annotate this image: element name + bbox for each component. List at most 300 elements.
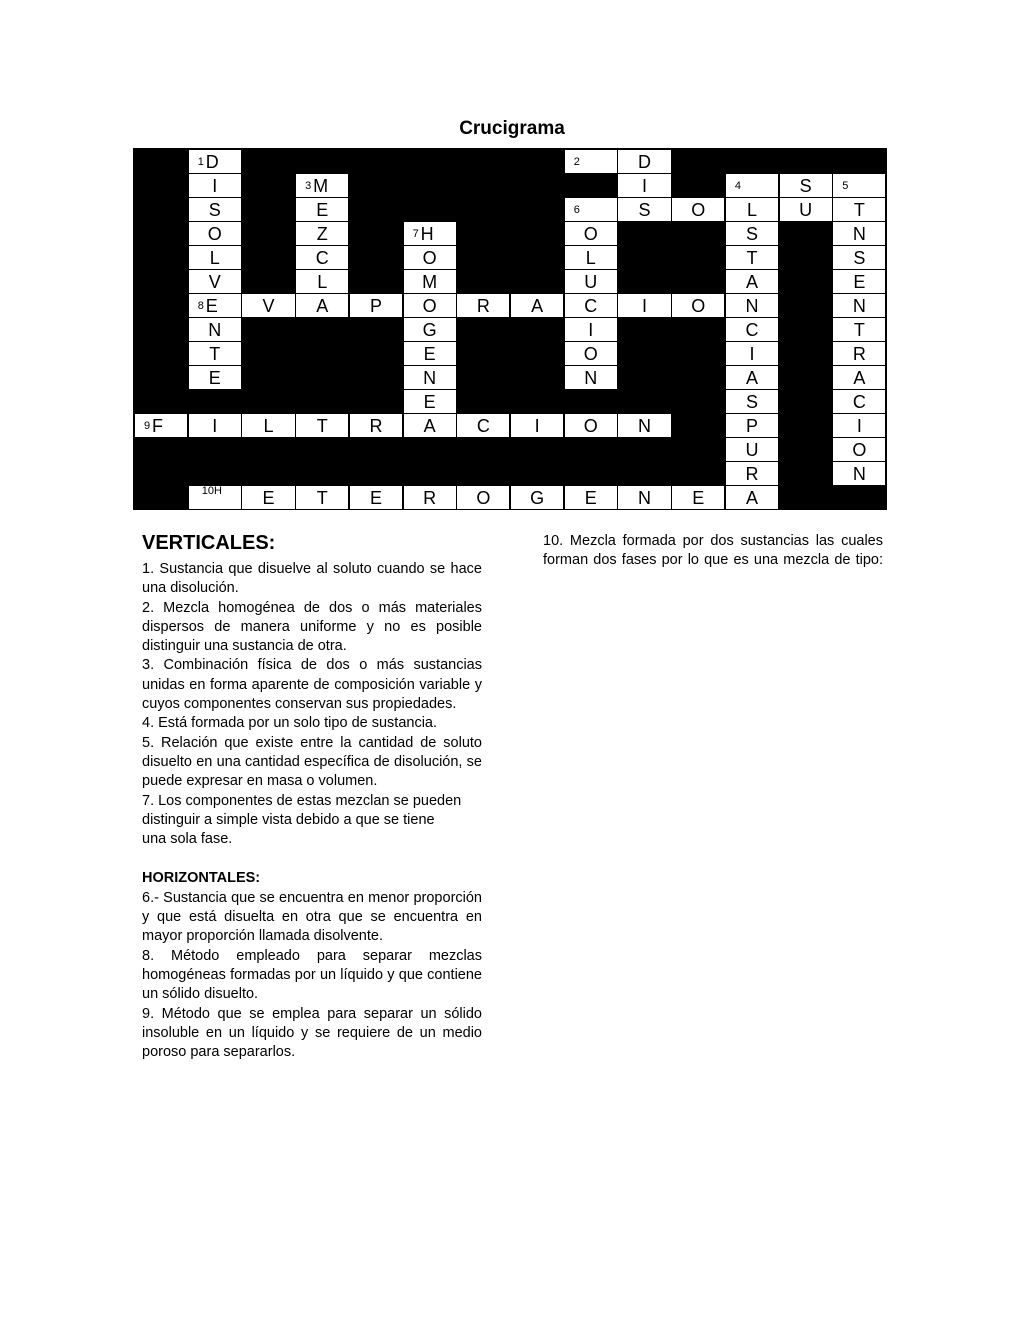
grid-cell	[564, 317, 618, 342]
grid-letter: E	[208, 368, 221, 388]
grid-cell	[241, 269, 295, 294]
grid-cell	[617, 389, 671, 414]
grid-letter: S	[745, 392, 758, 412]
grid-cell	[510, 293, 564, 318]
grid-letter: E	[205, 296, 218, 316]
grid-cell	[725, 149, 779, 174]
grid-cell	[295, 149, 349, 174]
grid-cell	[510, 197, 564, 222]
clue-vertical-7: 7. Los componentes de estas mezclan se pueden distinguir a simple vista debido a que se tiene	[142, 792, 462, 828]
grid-cell	[456, 293, 510, 318]
grid-cell	[349, 317, 403, 342]
grid-cell	[349, 461, 403, 486]
grid-letter: I	[749, 344, 755, 364]
clue-number: 9	[144, 420, 151, 432]
grid-cell	[671, 461, 725, 486]
grid-letter: E	[262, 488, 275, 508]
grid-letter: C	[852, 392, 866, 412]
grid-cell	[564, 485, 618, 510]
grid-letter: U	[745, 440, 759, 460]
clue-10: 10. Mezcla formada por dos sustancias las cuales forman dos fases por lo que es una mezcla de tipo:	[543, 533, 883, 569]
grid-cell	[725, 221, 779, 246]
grid-cell	[779, 437, 833, 462]
grid-cell	[779, 485, 833, 510]
grid-letter: E	[584, 488, 597, 508]
grid-cell	[832, 389, 886, 414]
grid-letter: T	[209, 344, 221, 364]
grid-cell	[510, 485, 564, 510]
grid-cell	[349, 173, 403, 198]
grid-cell	[188, 341, 242, 366]
grid-cell	[349, 365, 403, 390]
grid-cell	[617, 413, 671, 438]
clue-vertical-2: 2. Mezcla homogénea de dos o más materiales dispersos de manera uniforme y no es posible distinguir una sustancia de otra.	[142, 599, 482, 655]
clue-number: 8	[197, 300, 204, 312]
grid-letter: N	[852, 296, 866, 316]
grid-cell	[671, 197, 725, 222]
grid-cell	[295, 341, 349, 366]
grid-letter: P	[745, 416, 758, 436]
grid-letter: N	[745, 296, 759, 316]
grid-cell	[671, 269, 725, 294]
clue-vertical-5: 5. Relación que existe entre la cantidad de soluto disuelto en una cantidad específica de disolución, se puede expresar en masa o volumen.	[142, 734, 482, 790]
clue-horizontal-8: 8. Método empleado para separar mezclas homogéneas formadas por un líquido y que contiene un sólido disuelto.	[142, 947, 482, 1003]
grid-cell	[456, 197, 510, 222]
grid-cell	[725, 245, 779, 270]
grid-cell	[188, 485, 242, 510]
grid-cell	[510, 365, 564, 390]
grid-letter: S	[799, 176, 812, 196]
grid-cell	[403, 221, 457, 246]
grid-letter: T	[316, 416, 328, 436]
grid-cell	[188, 413, 242, 438]
grid-cell	[456, 413, 510, 438]
clue-vertical-4: 4. Está formada por un solo tipo de sustancia.	[142, 715, 438, 732]
grid-cell	[349, 221, 403, 246]
grid-cell	[349, 389, 403, 414]
grid-cell	[456, 389, 510, 414]
grid-cell	[671, 437, 725, 462]
grid-letter: T	[746, 248, 758, 268]
grid-cell	[134, 365, 188, 390]
grid-cell	[564, 245, 618, 270]
grid-cell	[779, 317, 833, 342]
grid-letter: Z	[316, 224, 328, 244]
grid-cell	[617, 197, 671, 222]
grid-cell	[779, 365, 833, 390]
grid-cell	[241, 461, 295, 486]
grid-letter: U	[584, 272, 598, 292]
grid-cell	[564, 173, 618, 198]
grid-cell	[832, 149, 886, 174]
grid-cell	[725, 197, 779, 222]
grid-cell	[832, 173, 886, 198]
grid-cell	[779, 173, 833, 198]
grid-letter: P	[369, 296, 382, 316]
grid-cell	[617, 341, 671, 366]
grid-cell	[349, 293, 403, 318]
grid-letter: E	[369, 488, 382, 508]
grid-cell	[241, 485, 295, 510]
grid-cell	[510, 317, 564, 342]
grid-cell	[671, 485, 725, 510]
grid-cell	[403, 197, 457, 222]
grid-letter: L	[746, 200, 757, 220]
grid-letter: S	[745, 224, 758, 244]
grid-cell	[564, 365, 618, 390]
grid-cell	[188, 365, 242, 390]
clue-number: 6	[573, 204, 580, 216]
grid-letter: E	[316, 200, 329, 220]
grid-letter: E	[692, 488, 705, 508]
grid-cell	[456, 317, 510, 342]
grid-letter: E	[423, 344, 436, 364]
grid-cell	[134, 293, 188, 318]
grid-letter: L	[317, 272, 328, 292]
clue-horizontal-6: 6.- Sustancia que se encuentra en menor proporción y que está disuelta en otra que se encuentra en mayor proporción llamada disolvente.	[142, 889, 482, 945]
grid-letter: N	[208, 320, 222, 340]
grid-letter: R	[423, 488, 437, 508]
grid-letter: C	[476, 416, 490, 436]
grid-cell	[779, 293, 833, 318]
grid-cell	[241, 341, 295, 366]
horizontales-heading: HORIZONTALES:	[142, 870, 261, 887]
grid-cell	[456, 173, 510, 198]
grid-letter: L	[585, 248, 596, 268]
clue-horizontal-9: 9. Método que se emplea para separar un sólido insoluble en un líquido y se requiere de un medio poroso para separarlos.	[142, 1005, 482, 1061]
grid-cell	[134, 461, 188, 486]
grid-cell	[403, 389, 457, 414]
grid-cell	[134, 413, 188, 438]
grid-cell	[779, 149, 833, 174]
grid-letter: A	[745, 488, 758, 508]
grid-cell	[832, 293, 886, 318]
grid-cell	[671, 221, 725, 246]
grid-cell	[779, 413, 833, 438]
grid-cell	[725, 437, 779, 462]
page-title: Crucigrama	[459, 118, 565, 139]
grid-cell	[725, 317, 779, 342]
grid-letter: N	[852, 224, 866, 244]
grid-cell	[671, 293, 725, 318]
grid-letter: C	[315, 248, 329, 268]
grid-cell	[241, 389, 295, 414]
grid-letter: I	[588, 320, 594, 340]
grid-letter: F	[152, 416, 163, 436]
grid-cell	[671, 149, 725, 174]
grid-cell	[349, 341, 403, 366]
grid-cell	[564, 389, 618, 414]
grid-cell	[456, 245, 510, 270]
grid-cell	[241, 221, 295, 246]
grid-cell	[295, 197, 349, 222]
grid-cell	[134, 245, 188, 270]
grid-cell	[241, 365, 295, 390]
grid-cell	[456, 437, 510, 462]
clue-number: 4	[734, 180, 741, 192]
grid-cell	[241, 149, 295, 174]
grid-letter: O	[583, 416, 598, 436]
grid-cell	[617, 293, 671, 318]
grid-letter: O	[583, 224, 598, 244]
grid-cell	[134, 317, 188, 342]
clues-left-column	[142, 530, 482, 1062]
grid-cell	[779, 197, 833, 222]
clue-number: 7	[412, 228, 419, 240]
grid-cell	[295, 365, 349, 390]
grid-cell	[295, 413, 349, 438]
grid-letter: G	[422, 320, 437, 340]
grid-cell	[349, 485, 403, 510]
grid-cell	[564, 197, 618, 222]
grid-letter: S	[638, 200, 651, 220]
grid-cell	[617, 317, 671, 342]
grid-letter: T	[316, 488, 328, 508]
grid-cell	[456, 149, 510, 174]
grid-cell	[295, 317, 349, 342]
grid-cell	[188, 269, 242, 294]
grid-letter: R	[852, 344, 866, 364]
grid-letter: I	[212, 176, 218, 196]
grid-cell	[725, 389, 779, 414]
grid-cell	[403, 173, 457, 198]
grid-cell	[832, 341, 886, 366]
grid-cell	[779, 389, 833, 414]
clue-vertical-1: 1. Sustancia que disuelve al soluto cuando se hace una disolución.	[142, 561, 482, 597]
grid-cell	[134, 485, 188, 510]
grid-cell	[134, 173, 188, 198]
grid-letter: E	[423, 392, 436, 412]
grid-cell	[295, 461, 349, 486]
grid-cell	[617, 149, 671, 174]
clue-vertical-3: 3. Combinación física de dos o más sustancias unidas en forma aparente de composición variable y cuyos componentes conservan sus propiedades.	[142, 657, 482, 713]
grid-cell	[403, 317, 457, 342]
clue-number: 1	[197, 156, 204, 168]
grid-cell	[832, 317, 886, 342]
grid-cell	[617, 461, 671, 486]
grid-letter: O	[583, 344, 598, 364]
grid-cell	[564, 461, 618, 486]
grid-cell	[725, 173, 779, 198]
grid-letter: H	[420, 224, 434, 244]
grid-cell	[564, 437, 618, 462]
grid-letter: N	[638, 416, 652, 436]
grid-cell	[403, 461, 457, 486]
grid-cell	[832, 245, 886, 270]
grid-letter: A	[316, 296, 329, 316]
grid-cell	[510, 245, 564, 270]
grid-cell	[510, 389, 564, 414]
grid-cell	[295, 173, 349, 198]
grid-cell	[725, 341, 779, 366]
grid-cell	[510, 149, 564, 174]
grid-cell	[295, 485, 349, 510]
grid-cell	[671, 245, 725, 270]
grid-cell	[832, 365, 886, 390]
grid-cell	[671, 341, 725, 366]
grid-letter: C	[584, 296, 598, 316]
grid-cell	[564, 269, 618, 294]
grid-cell	[725, 293, 779, 318]
grid-cell	[832, 437, 886, 462]
grid-cell	[241, 293, 295, 318]
grid-cell	[671, 413, 725, 438]
grid-cell	[456, 341, 510, 366]
grid-letter: R	[476, 296, 490, 316]
grid-cell	[564, 293, 618, 318]
clue-number: 5	[842, 180, 849, 192]
grid-letter: O	[691, 296, 706, 316]
grid-cell	[564, 413, 618, 438]
grid-cell	[832, 197, 886, 222]
grid-cell	[617, 485, 671, 510]
grid-cell	[779, 221, 833, 246]
grid-cell	[456, 461, 510, 486]
grid-letter: G	[530, 488, 545, 508]
grid-cell	[832, 221, 886, 246]
grid-letter: N	[584, 368, 598, 388]
grid-letter: N	[423, 368, 437, 388]
verticales-heading: VERTICALES:	[142, 532, 276, 554]
grid-cell	[188, 221, 242, 246]
grid-cell	[832, 269, 886, 294]
grid-letter: A	[745, 368, 758, 388]
grid-cell	[832, 413, 886, 438]
grid-cell	[188, 245, 242, 270]
crossword-grid	[133, 148, 887, 510]
grid-cell	[295, 389, 349, 414]
grid-cell	[779, 245, 833, 270]
grid-cell	[564, 221, 618, 246]
grid-cell	[349, 197, 403, 222]
grid-cell	[188, 197, 242, 222]
grid-cell	[725, 269, 779, 294]
grid-cell	[510, 437, 564, 462]
grid-cell	[725, 413, 779, 438]
grid-cell	[617, 269, 671, 294]
grid-cell	[456, 269, 510, 294]
grid-letter: O	[422, 296, 437, 316]
grid-cell	[349, 437, 403, 462]
grid-letter: I	[856, 416, 862, 436]
grid-letter: I	[642, 176, 648, 196]
grid-cell	[510, 221, 564, 246]
grid-cell	[403, 293, 457, 318]
grid-letter: A	[853, 368, 866, 388]
grid-cell	[456, 485, 510, 510]
grid-cell	[617, 221, 671, 246]
clues-right-column	[543, 532, 883, 571]
grid-cell	[617, 437, 671, 462]
grid-cell	[188, 389, 242, 414]
grid-letter: R	[745, 464, 759, 484]
grid-cell	[403, 437, 457, 462]
grid-cell	[832, 461, 886, 486]
grid-cell	[403, 365, 457, 390]
grid-cell	[134, 197, 188, 222]
grid-cell	[456, 221, 510, 246]
grid-cell	[188, 173, 242, 198]
grid-letter: A	[531, 296, 544, 316]
grid-cell	[403, 245, 457, 270]
grid-cell	[241, 437, 295, 462]
grid-cell	[617, 173, 671, 198]
grid-cell	[349, 149, 403, 174]
grid-cell	[134, 221, 188, 246]
grid-letter: R	[369, 416, 383, 436]
grid-cell	[564, 341, 618, 366]
grid-cell	[779, 461, 833, 486]
grid-cell	[295, 269, 349, 294]
grid-cell	[241, 317, 295, 342]
grid-letter: M	[422, 272, 438, 292]
grid-letter: N	[638, 488, 652, 508]
grid-letter: M	[313, 176, 329, 196]
grid-letter: T	[853, 200, 865, 220]
grid-letter: I	[642, 296, 648, 316]
clue-number: 2	[573, 156, 580, 168]
grid-cell	[241, 197, 295, 222]
grid-cell	[510, 461, 564, 486]
grid-cell	[510, 413, 564, 438]
grid-letter: A	[423, 416, 436, 436]
grid-letter: S	[853, 248, 866, 268]
grid-cell	[617, 245, 671, 270]
grid-cell	[134, 437, 188, 462]
grid-cell	[188, 437, 242, 462]
grid-cell	[295, 293, 349, 318]
grid-cell	[188, 461, 242, 486]
clue-number: 10H	[201, 485, 222, 497]
grid-letter: D	[638, 152, 652, 172]
grid-cell	[617, 365, 671, 390]
grid-cell	[295, 437, 349, 462]
grid-cell	[134, 269, 188, 294]
grid-cell	[188, 317, 242, 342]
grid-cell	[510, 173, 564, 198]
grid-cell	[134, 389, 188, 414]
grid-cell	[725, 485, 779, 510]
grid-letter: L	[263, 416, 274, 436]
grid-letter: D	[205, 152, 219, 172]
grid-cell	[671, 365, 725, 390]
grid-letter: E	[853, 272, 866, 292]
grid-cell	[403, 149, 457, 174]
clue-number: 3	[305, 180, 312, 192]
grid-cell	[134, 149, 188, 174]
grid-cell	[779, 269, 833, 294]
grid-cell	[403, 269, 457, 294]
grid-cell	[725, 365, 779, 390]
grid-letter: V	[262, 296, 275, 316]
grid-letter: S	[208, 200, 221, 220]
grid-cell	[671, 173, 725, 198]
grid-letter: U	[799, 200, 813, 220]
grid-letter: A	[745, 272, 758, 292]
grid-cell	[564, 149, 618, 174]
grid-cell	[188, 293, 242, 318]
grid-cell	[510, 269, 564, 294]
grid-cell	[456, 365, 510, 390]
grid-cell	[671, 317, 725, 342]
grid-letter: O	[852, 440, 867, 460]
grid-letter: I	[212, 416, 218, 436]
grid-letter: L	[209, 248, 220, 268]
grid-cell	[241, 245, 295, 270]
grid-cell	[510, 341, 564, 366]
grid-cell	[349, 245, 403, 270]
grid-cell	[725, 461, 779, 486]
